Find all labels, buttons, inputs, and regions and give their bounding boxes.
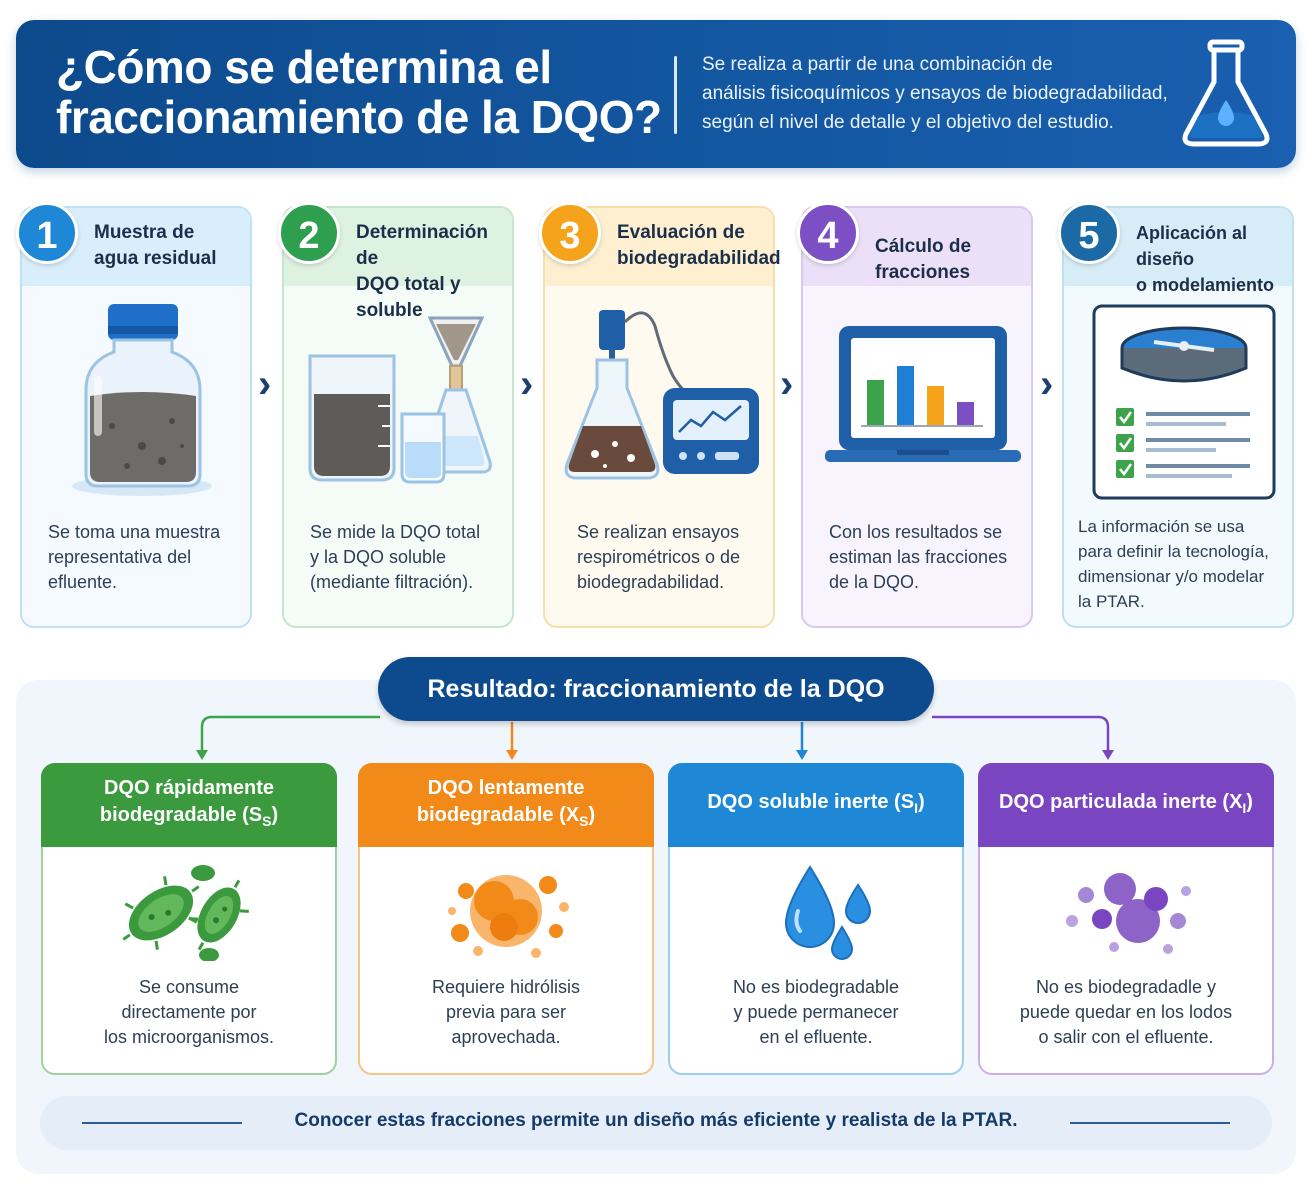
step-2-number: 2 (278, 202, 340, 264)
step-5-title-line: Aplicación al diseño (1136, 223, 1248, 269)
fraction-subscript: I (1242, 799, 1247, 816)
fraction-title-line: DQO soluble inerte (S (707, 790, 915, 813)
fraction-text-line: puede quedar en los lodos (1019, 1002, 1233, 1022)
step-5-text-line: La información se usa (1078, 517, 1245, 536)
page-title (56, 42, 666, 142)
step-3-title (617, 220, 781, 272)
fraction-text-line: No es biodegradable (732, 977, 900, 997)
bacteria-icon (91, 861, 287, 961)
fraction-text-line: Se consume (138, 977, 240, 997)
fraction-title-line: DQO rápidamente (103, 777, 275, 799)
step-3-card (543, 206, 781, 628)
fraction-text-line: previa para ser (445, 1002, 567, 1022)
step-4-text-line: Con los resultados se (829, 522, 1003, 542)
step-1-title-line: Muestra de (94, 222, 195, 243)
title-line-1: ¿Cómo se determina el (56, 41, 552, 93)
desc-line-3: según el nivel de detalle y el objetivo del estudio. (702, 112, 1114, 133)
desc-line-2: análisis fisicoquímicos y ensayos de biodegradabilidad, (702, 83, 1168, 104)
step-1-text-line: Se toma una muestra (48, 522, 221, 542)
fraction-title-close: ) (588, 804, 596, 826)
chevron-right-icon: › (258, 362, 272, 406)
step-4-title-line: Cálculo de fracciones (875, 236, 972, 283)
beaker-filter-icon (294, 296, 506, 506)
footer-bar (40, 1096, 1272, 1150)
step-1-text-line: efluente. (48, 572, 118, 592)
fraction-ss-title (41, 763, 337, 847)
particles-icon (408, 861, 604, 961)
flask-icon (1176, 38, 1276, 150)
step-5-text (1078, 514, 1282, 614)
step-2-title-line: DQO total y soluble (356, 274, 461, 321)
fraction-xs-title (358, 763, 654, 847)
title-line-2: fraccionamiento de la DQO? (56, 91, 662, 143)
fraction-text-line: directamente por (121, 1002, 257, 1022)
fraction-card-xs (358, 763, 654, 1075)
step-5-title-line: o modelamiento (1136, 275, 1275, 295)
chevron-right-icon: › (520, 362, 534, 406)
fraction-subscript: S (262, 813, 272, 829)
fraction-card-si (668, 763, 964, 1075)
step-5-number: 5 (1058, 202, 1120, 264)
step-2-text-line: Se mide la DQO total (310, 522, 481, 542)
fraction-subscript: S (579, 813, 589, 829)
step-2-title-line: Determinación de (356, 222, 488, 269)
desc-line-1: Se realiza a partir de una combinación de (702, 54, 1053, 75)
step-4-title (875, 234, 1025, 286)
fraction-text-line: aprovechada. (451, 1027, 561, 1047)
step-3-text-line: respirométricos o de (577, 547, 741, 567)
laptop-chart-icon (813, 296, 1025, 506)
fraction-card-ss (41, 763, 337, 1075)
step-3-title-line: Evaluación de (617, 222, 745, 243)
fraction-si-title (668, 763, 964, 847)
step-5-card (1062, 206, 1294, 628)
inert-particles-icon (1028, 861, 1224, 961)
step-1-text-line: representativa del (48, 547, 192, 567)
step-5-text-line: dimensionar y/o modelar (1078, 567, 1265, 586)
fraction-text-line: No es biodegradadle y (1035, 977, 1217, 997)
step-5-text-line: para definir la tecnología, (1078, 542, 1269, 561)
step-4-text-line: de la DQO. (829, 572, 920, 592)
respirometer-icon (555, 296, 767, 506)
step-4-text (829, 520, 1021, 595)
step-1-number: 1 (16, 202, 78, 264)
fraction-title-line: DQO particulada inerte (X (999, 790, 1243, 813)
step-2-text-line: (mediante filtración). (310, 572, 474, 592)
result-title: Resultado: fraccionamiento de la DQO (378, 657, 934, 721)
fraction-text-line: Requiere hidrólisis (431, 977, 581, 997)
step-4-text-line: estiman las fracciones (829, 547, 1008, 567)
step-3-text-line: biodegradabilidad. (577, 572, 725, 592)
header-banner (16, 20, 1296, 168)
step-1-text (48, 520, 240, 595)
step-3-text-line: Se realizan ensayos (577, 522, 740, 542)
header-divider (674, 56, 677, 134)
fraction-subscript: I (914, 799, 918, 816)
fraction-card-xi (978, 763, 1274, 1075)
water-drops-icon (718, 861, 914, 961)
chevron-right-icon: › (780, 362, 794, 406)
fraction-title-line: biodegradable (S (99, 804, 263, 826)
fraction-title-line: biodegradable (X (416, 804, 580, 826)
fraction-xi-title (978, 763, 1274, 847)
fraction-text-line: o salir con el efluente. (1038, 1027, 1214, 1047)
sample-jar-icon (32, 296, 244, 506)
header-description (702, 50, 1172, 137)
fraction-si-text (680, 975, 952, 1050)
fraction-xs-text (370, 975, 642, 1050)
fraction-ss-text (53, 975, 325, 1050)
step-4-number: 4 (797, 202, 859, 264)
step-2-text (310, 520, 502, 595)
fraction-title-line: DQO lentamente (427, 777, 585, 799)
chevron-right-icon: › (1040, 362, 1054, 406)
fraction-title-close: ) (917, 790, 925, 813)
clarifier-checklist-icon (1074, 302, 1286, 512)
step-1-title (94, 220, 244, 272)
step-3-title-line: biodegradabilidad (617, 248, 781, 269)
step-3-number: 3 (539, 202, 601, 264)
fraction-text-line: y puede permanecer (733, 1002, 899, 1022)
step-5-text-line: la PTAR. (1078, 592, 1145, 611)
step-5-title (1136, 220, 1286, 298)
fraction-title-close: ) (271, 804, 279, 826)
fraction-xi-text (990, 975, 1262, 1050)
fraction-text-line: en el efluente. (759, 1027, 873, 1047)
fraction-text-line: los microorganismos. (103, 1027, 275, 1047)
step-4-card (801, 206, 1033, 628)
footer-text: Conocer estas fracciones permite un diseño más eficiente y realista de la PTAR. (294, 1110, 1018, 1131)
step-1-title-line: agua residual (94, 248, 217, 269)
step-3-text (577, 520, 763, 595)
step-2-card (282, 206, 514, 628)
step-1-card (20, 206, 252, 628)
fraction-title-close: ) (1246, 790, 1253, 813)
step-2-text-line: y la DQO soluble (310, 547, 447, 567)
